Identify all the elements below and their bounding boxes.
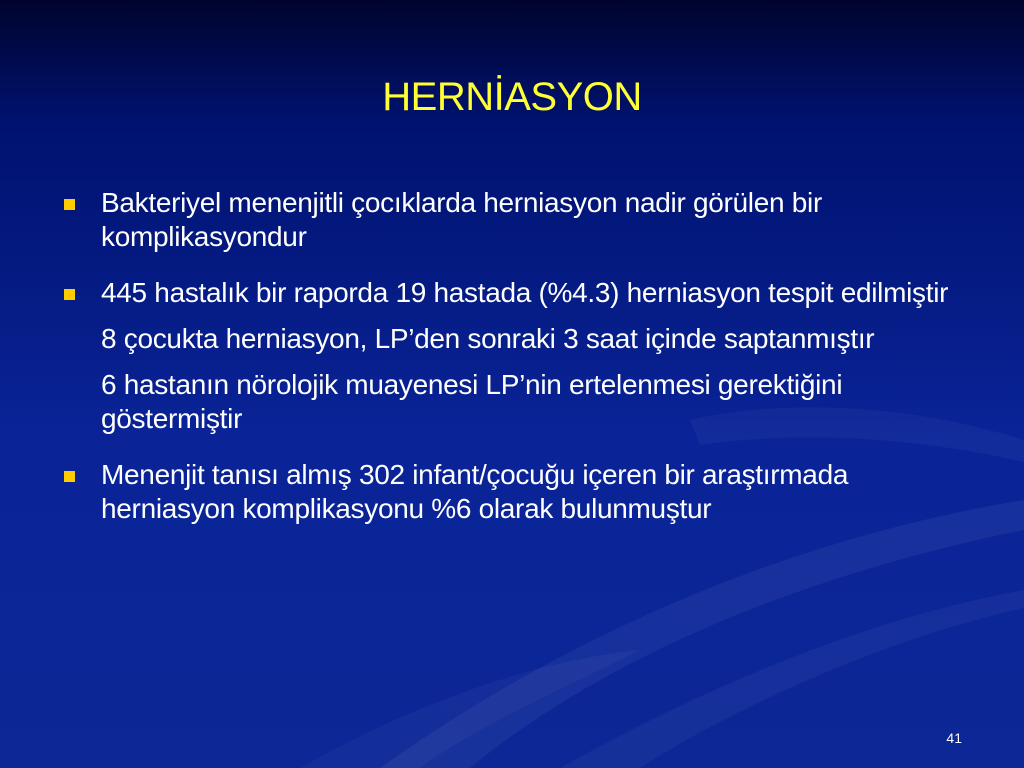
bullet-text: Bakteriyel menenjitli çocıklarda herniasyon nadir görülen bir komplikasyondur [101,187,822,252]
bullet-text: Menenjit tanısı almış 302 infant/çocuğu içeren bir araştırmada herniasyon komplikasyonu %6 olarak bulunmuştur [101,459,849,524]
bullet-item [64,276,984,436]
square-bullet-icon [64,289,75,300]
bullet-list [64,186,984,526]
bullet-item [64,186,984,254]
slide-title: HERNİASYON [382,75,642,119]
bullet-text: 445 hastalık bir raporda 19 hastada (%4.3) herniasyon tespit edilmiştir [101,277,949,308]
slide-number: 41 [946,730,962,746]
bullet-sub-paragraph: 6 hastanın nörolojik muayenesi LP’nin ertelenmesi gerektiğini göstermiştir [101,369,843,434]
bullet-item [64,458,984,526]
square-bullet-icon [64,199,75,210]
square-bullet-icon [64,471,75,482]
bullet-sub-paragraph: 8 çocukta herniasyon, LP’den sonraki 3 saat içinde saptanmıştır [101,323,875,354]
